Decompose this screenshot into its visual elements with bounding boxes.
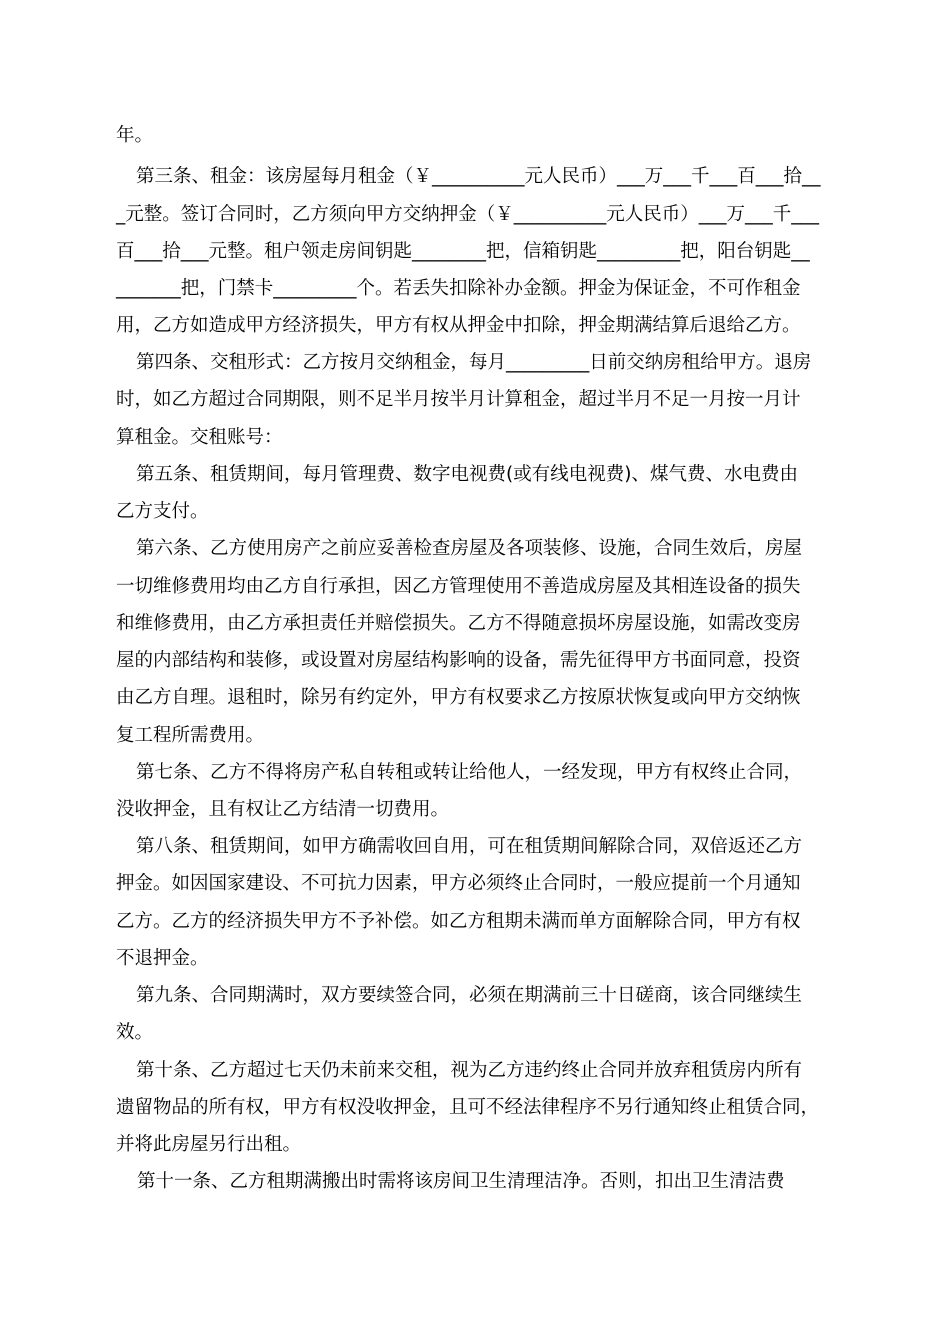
text-line: 算租金。交租账号： [116,427,283,448]
text-line: 百___拾___元整。租户领走房间钥匙________把，信箱钥匙_________把，阳台钥匙__ [116,241,810,262]
text-line: _______把，门禁卡_________个。若丢失扣除补办金额。押金为保证金，不可作租金 [116,278,801,299]
text-line: 屋的内部结构和装修，或设置对房屋结构影响的设备，需先征得甲方书面同意，投资 [116,650,801,671]
text-line: 遗留物品的所有权，甲方有权没收押金，且可不经法律程序不另行通知终止租赁合同， [116,1097,820,1118]
text-line: 不退押金。 [116,948,209,969]
text-line: 效。 [116,1022,154,1043]
text-line: 乙方。乙方的经济损失甲方不予补偿。如乙方租期未满而单方面解除合同，甲方有权 [116,911,801,932]
clause-10-line-1: 第十条、乙方超过七天仍未前来交租，视为乙方违约终止合同并放弃租赁房内所有 [136,1060,803,1081]
text-line: 时，如乙方超过合同期限，则不足半月按半月计算租金，超过半月不足一月按一月计 [116,389,801,410]
clause-7-line-1: 第七条、乙方不得将房产私自转租或转让给他人，一经发现，甲方有权终止合同， [136,762,803,783]
text-line: 并将此房屋另行出租。 [116,1134,302,1155]
clause-6-line-1: 第六条、乙方使用房产之前应妥善检查房屋及各项装修、设施，合同生效后，房屋 [136,538,803,559]
clause-5-line-1: 第五条、租赁期间，每月管理费、数字电视费(或有线电视费)、煤气费、水电费由 [136,464,798,485]
text-line: 用，乙方如造成甲方经济损失，甲方有权从押金中扣除，押金期满结算后退给乙方。 [116,315,801,336]
clause-8-line-1: 第八条、租赁期间，如甲方确需收回自用，可在租赁期间解除合同，双倍返还乙方 [136,836,803,857]
text-line: _元整。签订合同时，乙方须向甲方交纳押金（￥__________元人民币）___万___千___ [116,204,820,225]
text-line: 由乙方自理。退租时，除另有约定外，甲方有权要求乙方按原状恢复或向甲方交纳恢 [116,687,801,708]
clause-11-line-1: 第十一条、乙方租期满搬出时需将该房间卫生清理洁净。否则，扣出卫生清洁费 [137,1171,785,1192]
text-line: 复工程所需费用。 [116,725,265,746]
text-line: 一切维修费用均由乙方自行承担，因乙方管理使用不善造成房屋及其相连设备的损失 [116,576,801,597]
text-line: 乙方支付。 [116,501,209,522]
clause-9-line-1: 第九条、合同期满时，双方要续签合同，必须在期满前三十日磋商，该合同继续生 [136,985,803,1006]
clause-4-line-1: 第四条、交租形式：乙方按月交纳租金，每月_________日前交纳房租给甲方。退房 [136,352,812,373]
text-line: 没收押金，且有权让乙方结清一切费用。 [116,799,450,820]
clause-3-line-1: 第三条、租金：该房屋每月租金（￥__________元人民币）___万___千___百___拾__ [136,166,821,187]
text-line: 和维修费用，由乙方承担责任并赔偿损失。乙方不得随意损坏房屋设施，如需改变房 [116,613,801,634]
text-line: 年。 [116,125,154,146]
text-line: 押金。如因国家建设、不可抗力因素，甲方必须终止合同时，一般应提前一个月通知 [116,873,801,894]
